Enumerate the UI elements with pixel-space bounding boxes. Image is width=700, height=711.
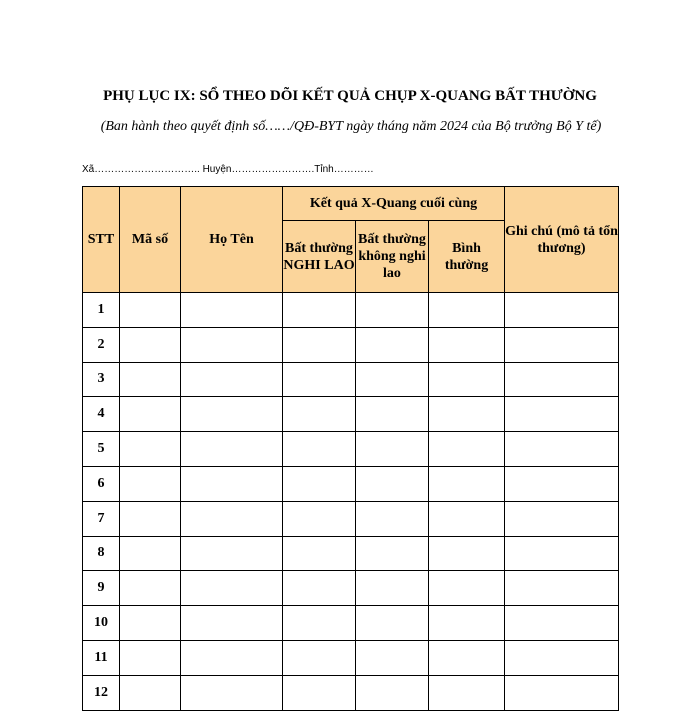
document-title: PHỤ LỤC IX: SỔ THEO DÕI KẾT QUẢ CHỤP X-QUANG BẤT THƯỜNG xyxy=(103,88,597,104)
cell-bat-thuong-nghi-lao[interactable] xyxy=(283,397,356,432)
cell-ghi-chu[interactable] xyxy=(505,327,619,362)
cell-bat-thuong-nghi-lao[interactable] xyxy=(283,640,356,675)
cell-ho-ten[interactable] xyxy=(181,432,283,467)
cell-bat-thuong-khong-nghi-lao[interactable] xyxy=(356,675,429,710)
cell-ma-so[interactable] xyxy=(120,571,181,606)
cell-stt: 3 xyxy=(83,362,120,397)
cell-ghi-chu[interactable] xyxy=(505,432,619,467)
cell-ma-so[interactable] xyxy=(120,640,181,675)
cell-stt: 6 xyxy=(83,466,120,501)
cell-stt: 11 xyxy=(83,640,120,675)
cell-ghi-chu[interactable] xyxy=(505,640,619,675)
cell-binh-thuong[interactable] xyxy=(429,501,505,536)
cell-ma-so[interactable] xyxy=(120,536,181,571)
cell-bat-thuong-nghi-lao[interactable] xyxy=(283,501,356,536)
header-ket-qua-group: Kết quả X-Quang cuối cùng xyxy=(283,187,505,221)
table-row xyxy=(83,675,619,710)
header-stt: STT xyxy=(83,187,120,293)
cell-ghi-chu[interactable] xyxy=(505,606,619,641)
table-body xyxy=(83,293,619,711)
table-row xyxy=(83,397,619,432)
cell-bat-thuong-nghi-lao[interactable] xyxy=(283,327,356,362)
cell-ghi-chu[interactable] xyxy=(505,397,619,432)
cell-bat-thuong-nghi-lao[interactable] xyxy=(283,571,356,606)
cell-bat-thuong-khong-nghi-lao[interactable] xyxy=(356,362,429,397)
location-line: Xã………………………….. Huyện…………………….Tỉnh………… xyxy=(82,164,374,175)
cell-binh-thuong[interactable] xyxy=(429,606,505,641)
cell-binh-thuong[interactable] xyxy=(429,397,505,432)
cell-bat-thuong-nghi-lao[interactable] xyxy=(283,675,356,710)
cell-bat-thuong-nghi-lao[interactable] xyxy=(283,293,356,328)
cell-binh-thuong[interactable] xyxy=(429,571,505,606)
cell-bat-thuong-nghi-lao[interactable] xyxy=(283,432,356,467)
cell-binh-thuong[interactable] xyxy=(429,362,505,397)
cell-stt: 9 xyxy=(83,571,120,606)
table-row xyxy=(83,606,619,641)
cell-stt: 8 xyxy=(83,536,120,571)
cell-ghi-chu[interactable] xyxy=(505,536,619,571)
cell-bat-thuong-khong-nghi-lao[interactable] xyxy=(356,327,429,362)
cell-bat-thuong-khong-nghi-lao[interactable] xyxy=(356,466,429,501)
header-ghi-chu: Ghi chú (mô tả tổn thương) xyxy=(505,187,619,293)
cell-ho-ten[interactable] xyxy=(181,536,283,571)
cell-bat-thuong-nghi-lao[interactable] xyxy=(283,362,356,397)
table-row xyxy=(83,571,619,606)
table-row xyxy=(83,293,619,328)
header-bat-thuong-khong-nghi-lao: Bất thường không nghi lao xyxy=(356,221,429,293)
header-ma-so: Mã số xyxy=(120,187,181,293)
cell-ghi-chu[interactable] xyxy=(505,675,619,710)
cell-ghi-chu[interactable] xyxy=(505,362,619,397)
cell-ma-so[interactable] xyxy=(120,606,181,641)
cell-ho-ten[interactable] xyxy=(181,571,283,606)
cell-ma-so[interactable] xyxy=(120,362,181,397)
cell-ghi-chu[interactable] xyxy=(505,293,619,328)
table-row xyxy=(83,362,619,397)
cell-ho-ten[interactable] xyxy=(181,293,283,328)
cell-stt: 2 xyxy=(83,327,120,362)
table-row xyxy=(83,640,619,675)
cell-ho-ten[interactable] xyxy=(181,675,283,710)
cell-stt: 1 xyxy=(83,293,120,328)
cell-ma-so[interactable] xyxy=(120,432,181,467)
tracking-table xyxy=(82,186,619,711)
cell-bat-thuong-khong-nghi-lao[interactable] xyxy=(356,536,429,571)
cell-stt: 12 xyxy=(83,675,120,710)
cell-bat-thuong-khong-nghi-lao[interactable] xyxy=(356,293,429,328)
table-row xyxy=(83,536,619,571)
header-bat-thuong-nghi-lao: Bất thường NGHI LAO xyxy=(283,221,356,293)
cell-ghi-chu[interactable] xyxy=(505,466,619,501)
cell-ghi-chu[interactable] xyxy=(505,571,619,606)
cell-bat-thuong-khong-nghi-lao[interactable] xyxy=(356,640,429,675)
cell-ma-so[interactable] xyxy=(120,501,181,536)
table-row xyxy=(83,466,619,501)
cell-binh-thuong[interactable] xyxy=(429,466,505,501)
cell-ho-ten[interactable] xyxy=(181,362,283,397)
cell-ghi-chu[interactable] xyxy=(505,501,619,536)
cell-ho-ten[interactable] xyxy=(181,327,283,362)
cell-stt: 10 xyxy=(83,606,120,641)
cell-stt: 4 xyxy=(83,397,120,432)
table-row xyxy=(83,501,619,536)
cell-ho-ten[interactable] xyxy=(181,466,283,501)
cell-ma-so[interactable] xyxy=(120,293,181,328)
cell-bat-thuong-khong-nghi-lao[interactable] xyxy=(356,432,429,467)
cell-ma-so[interactable] xyxy=(120,466,181,501)
cell-bat-thuong-nghi-lao[interactable] xyxy=(283,466,356,501)
cell-ho-ten[interactable] xyxy=(181,606,283,641)
cell-binh-thuong[interactable] xyxy=(429,640,505,675)
cell-bat-thuong-khong-nghi-lao[interactable] xyxy=(356,501,429,536)
cell-binh-thuong[interactable] xyxy=(429,327,505,362)
cell-bat-thuong-khong-nghi-lao[interactable] xyxy=(356,606,429,641)
header-binh-thuong: Bình thường xyxy=(429,221,505,293)
cell-bat-thuong-nghi-lao[interactable] xyxy=(283,536,356,571)
cell-binh-thuong[interactable] xyxy=(429,675,505,710)
cell-ho-ten[interactable] xyxy=(181,501,283,536)
cell-ho-ten[interactable] xyxy=(181,397,283,432)
cell-ma-so[interactable] xyxy=(120,675,181,710)
cell-binh-thuong[interactable] xyxy=(429,293,505,328)
cell-stt: 5 xyxy=(83,432,120,467)
cell-bat-thuong-khong-nghi-lao[interactable] xyxy=(356,571,429,606)
document-subtitle: (Ban hành theo quyết định số……/QĐ-BYT ngày tháng năm 2024 của Bộ trưởng Bộ Y tế) xyxy=(100,119,602,134)
header-ho-ten: Họ Tên xyxy=(181,187,283,293)
cell-ho-ten[interactable] xyxy=(181,640,283,675)
table-row xyxy=(83,432,619,467)
cell-ma-so[interactable] xyxy=(120,327,181,362)
cell-bat-thuong-nghi-lao[interactable] xyxy=(283,606,356,641)
cell-binh-thuong[interactable] xyxy=(429,432,505,467)
cell-ma-so[interactable] xyxy=(120,397,181,432)
cell-binh-thuong[interactable] xyxy=(429,536,505,571)
table-row xyxy=(83,327,619,362)
cell-stt: 7 xyxy=(83,501,120,536)
cell-bat-thuong-khong-nghi-lao[interactable] xyxy=(356,397,429,432)
